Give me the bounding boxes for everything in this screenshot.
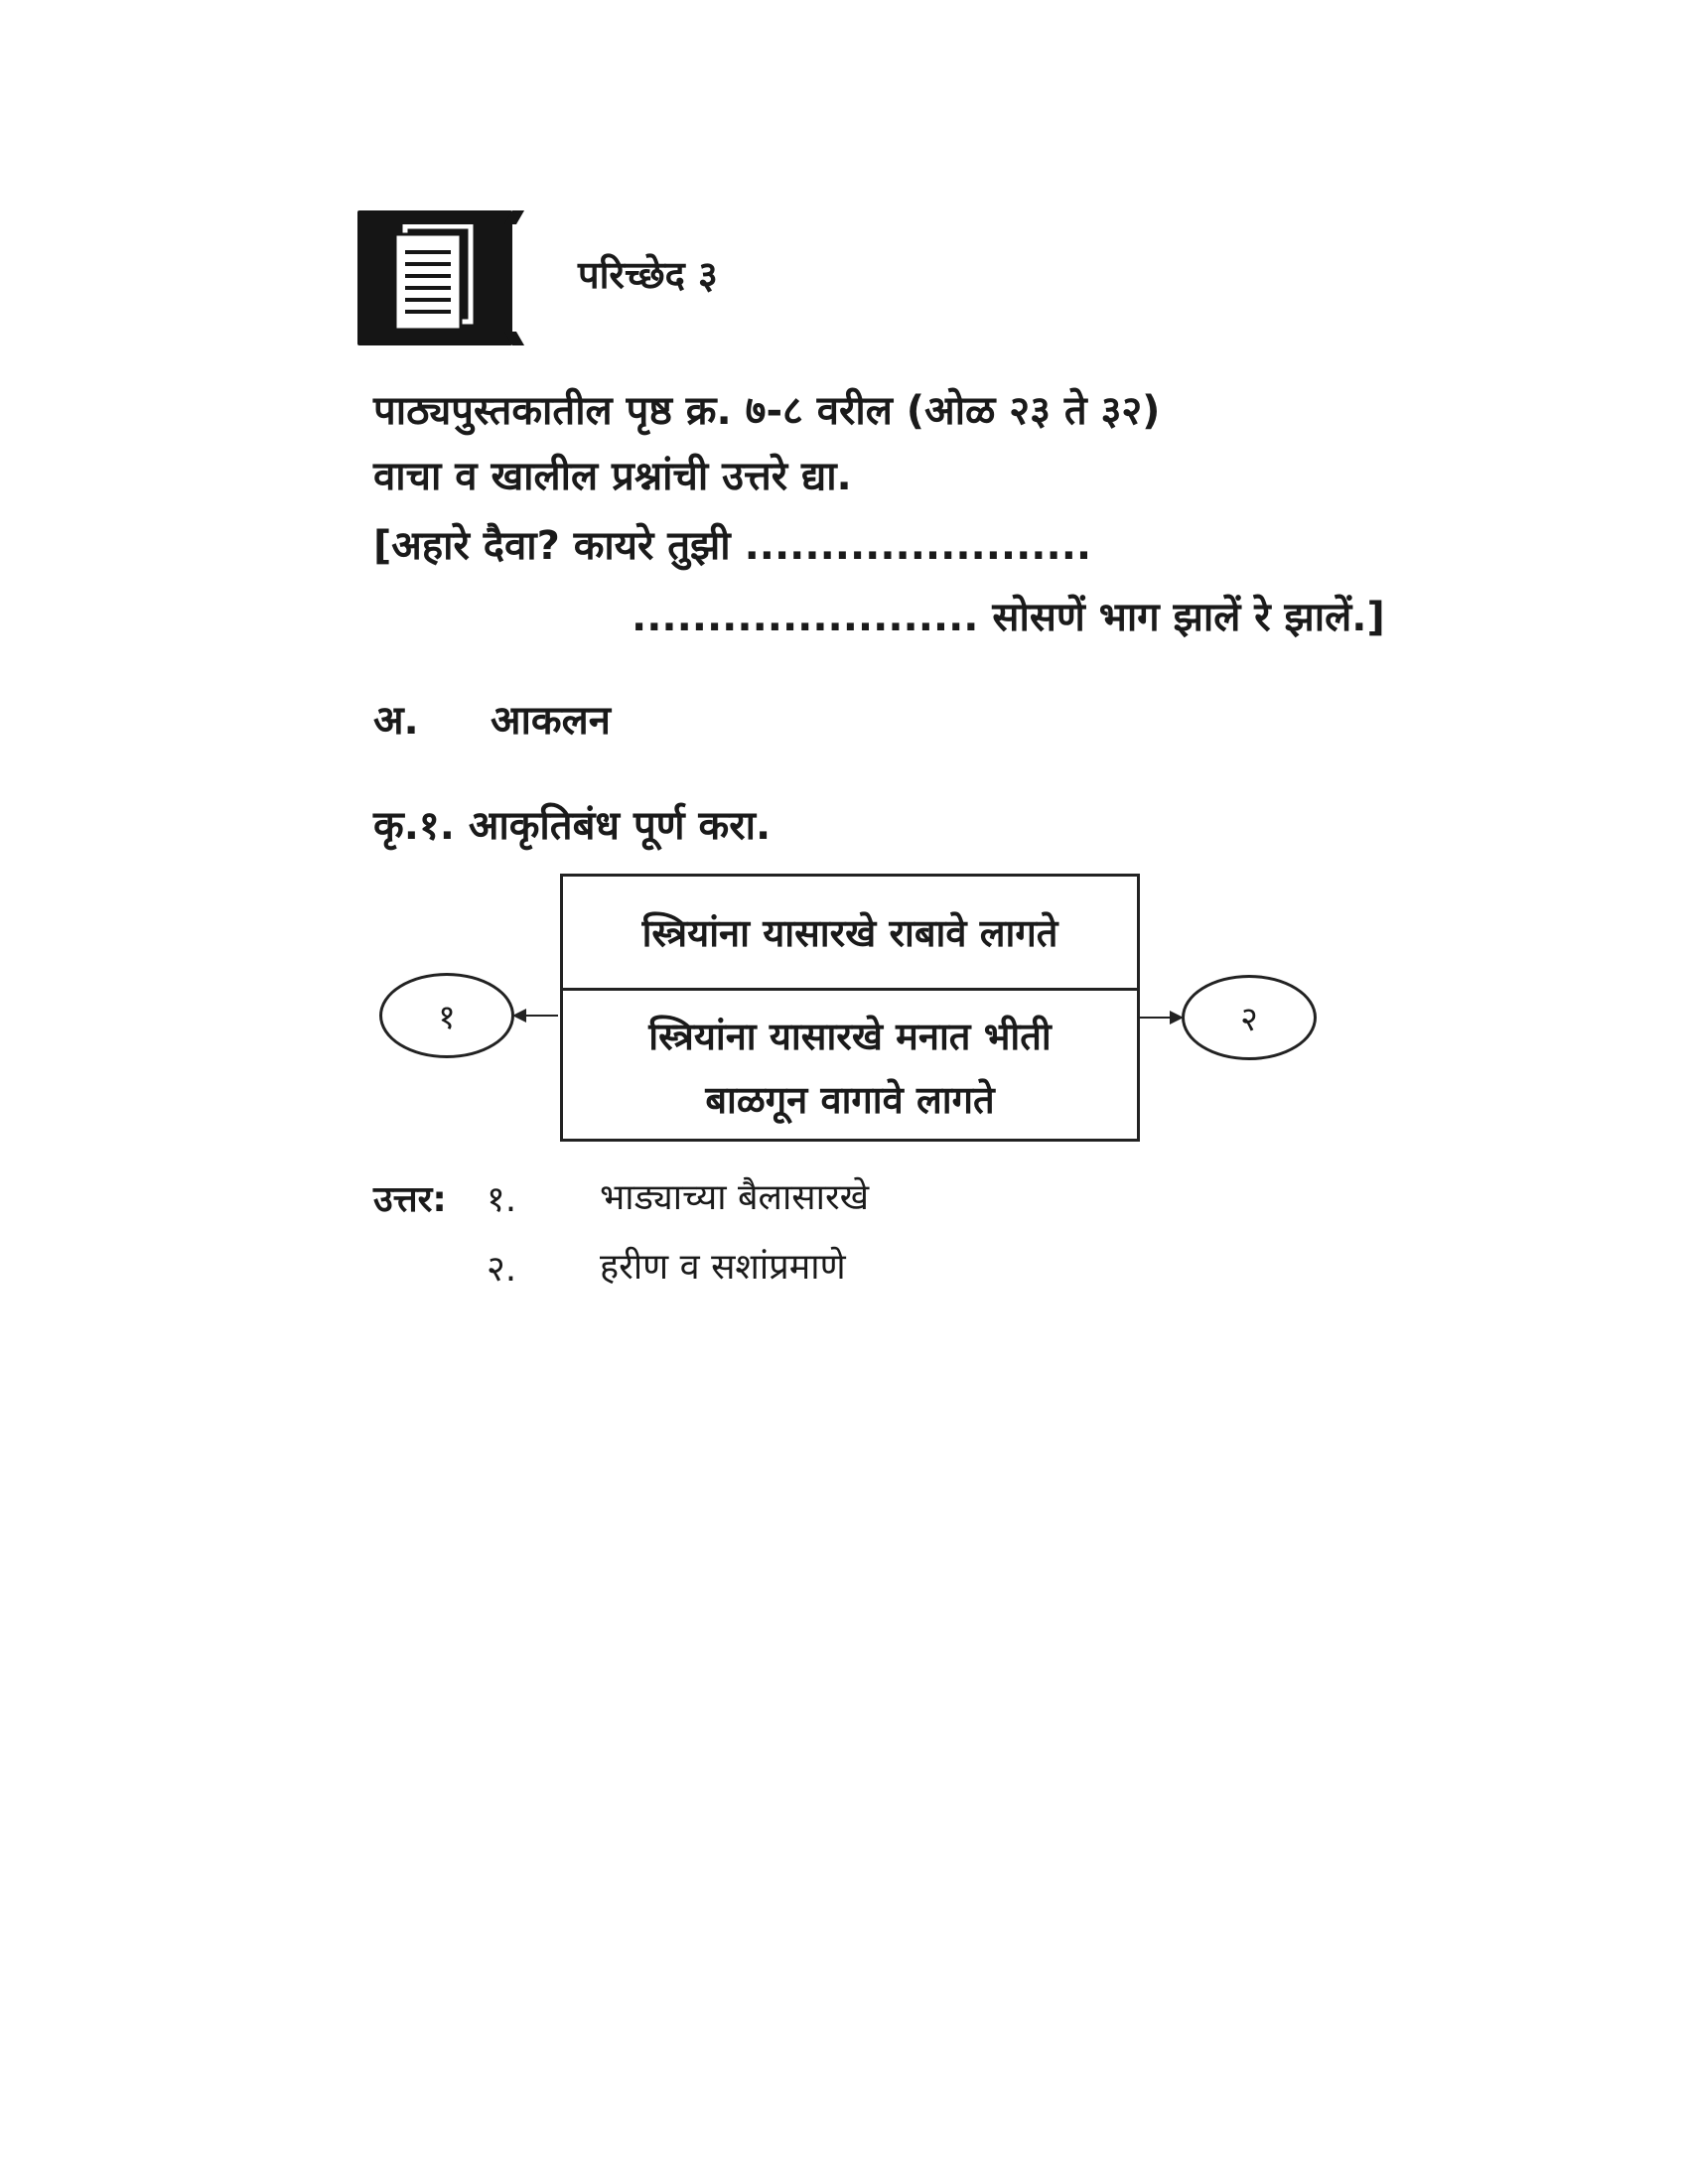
answer-label: उत्तर:	[373, 1179, 447, 1220]
diagram-bottom-cell-line1: स्त्रियांना यासारखे मनात भीती	[648, 1015, 1052, 1058]
instruction-line-1: पाठ्यपुस्तकातील पृष्ठ क्र. ७-८ वरील (ओळ २३ ते ३२)	[373, 388, 1161, 434]
answer-2-text: हरीण व सशांप्रमाणे	[600, 1247, 846, 1288]
section-letter: अ.	[373, 698, 419, 744]
diagram-divider	[563, 988, 1137, 991]
diagram-box	[560, 874, 1140, 1142]
question-title: कृ.१. आकृतिबंध पूर्ण करा.	[373, 803, 772, 849]
answer-1-number: १.	[487, 1179, 517, 1220]
answer-1-text: भाड्याच्या बैलासारखे	[600, 1177, 870, 1218]
instruction-line-3: [अहारे दैवा? कायरे तुझी .......................	[373, 523, 1092, 569]
section-heading: परिच्छेद ३	[578, 253, 718, 297]
diagram-top-cell: स्त्रियांना यासारखे राबावे लागते	[641, 911, 1058, 955]
document-icon	[357, 210, 512, 345]
right-arrowhead	[1170, 1009, 1184, 1026]
right-node-label: २	[1240, 1000, 1258, 1039]
diagram-bottom-cell-line2: बाळगून वागावे लागते	[705, 1078, 995, 1122]
instruction-line-4: ....................... सोसणें भाग झालें रे झालें.]	[632, 595, 1385, 640]
left-node	[379, 973, 514, 1058]
left-arrowhead	[512, 1007, 526, 1024]
left-node-label: १	[438, 998, 456, 1037]
instruction-line-2: वाचा व खालील प्रश्नांची उत्तरे द्या.	[373, 454, 852, 499]
answer-2-number: २.	[487, 1249, 517, 1290]
right-node	[1182, 975, 1317, 1060]
section-title: आकलन	[491, 698, 611, 744]
